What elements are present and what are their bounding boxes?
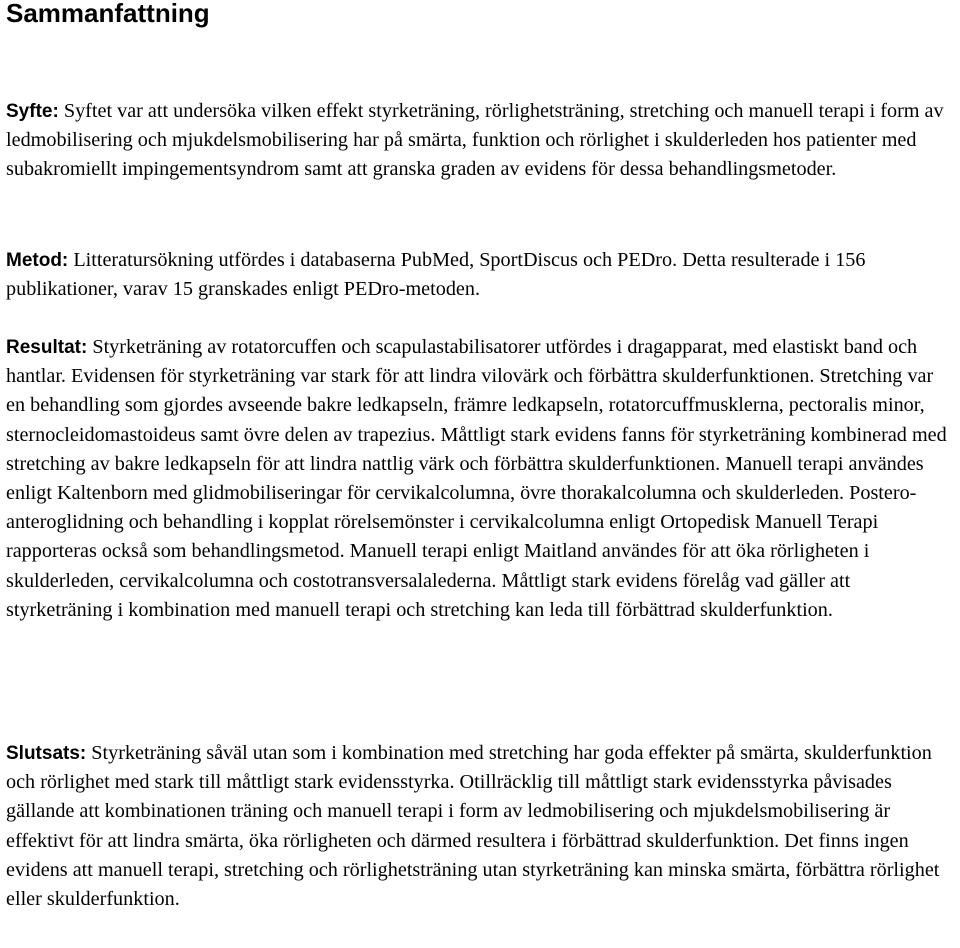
section-text-metod: Litteratursökning utfördes i databaserna PubMed, SportDiscus och PEDro. Detta resulterade i 156 publikationer, varav 15 granskades enligt PEDro-metoden. xyxy=(6,249,866,301)
section-metod xyxy=(6,246,956,304)
section-label-metod: Metod: xyxy=(6,250,69,271)
section-text-syfte: Syftet var att undersöka vilken effekt styrketräning, rörlighetsträning, stretching och manuell terapi i form av ledmobilisering och mjukdelsmobilisering har på smärta, funktion och rörlighet i skulderleden hos patienter med subakromiellt impingementsyndrom samt att granska graden av evidens för dessa behandlingsmetoder. xyxy=(6,100,944,181)
section-slutsats xyxy=(6,739,956,914)
section-label-slutsats: Slutsats: xyxy=(6,743,87,764)
section-text-resultat: Styrketräning av rotatorcuffen och scapulastabilisatorer utfördes i dragapparat, med elastiskt band och hantlar. Evidensen för styrketräning var stark för att lindra vilovärk och förbättra skulderfunktionen. Stretching var en behandling som gjordes avseende bakre ledkapseln, främre ledkapseln, rotatorcuffmusklerna, pectoralis minor, sternocleidomastoideus samt övre delen av trapezius. Måttligt stark evidens fanns för styrketräning kombinerad med stretching av bakre ledkapseln för att lindra nattlig värk och förbättra skulderfunktionen. Manuell terapi användes enligt Kaltenborn med glidmobiliseringar för cervikalcolumna, övre thorakalcolumna och skulderleden. Postero-anteroglidning och behandling i kopplat rörelsemönster i cervikalcolumna enligt Ortopedisk Manuell Terapi rapporteras också som behandlingsmetod. Manuell terapi enligt Maitland användes för att öka rörligheten i skulderleden, cervikalcolumna och costotransversalalederna. Måttligt stark evidens förelåg vad gäller att styrketräning i kombination med manuell terapi och stretching kan leda till förbättrad skulderfunktion. xyxy=(6,336,947,621)
section-syfte xyxy=(6,97,956,185)
page-title: Sammanfattning xyxy=(6,0,210,28)
section-label-resultat: Resultat: xyxy=(6,337,88,358)
section-resultat xyxy=(6,333,956,625)
section-text-slutsats: Styrketräning såväl utan som i kombination med stretching har goda effekter på smärta, skulderfunktion och rörlighet med stark till måttligt stark evidensstyrka. Otillräcklig till måttligt stark evidensstyrka påvisades gällande att kombinationen träning och manuell terapi i form av ledmobilisering och mjukdelsmobilisering är effektivt för att lindra smärta, öka rörligheten och därmed resultera i förbättrad skulderfunktion. Det finns ingen evidens att manuell terapi, stretching och rörlighetsträning utan styrketräning kan minska smärta, förbättra rörlighet eller skulderfunktion. xyxy=(6,742,940,911)
section-label-syfte: Syfte: xyxy=(6,101,59,122)
